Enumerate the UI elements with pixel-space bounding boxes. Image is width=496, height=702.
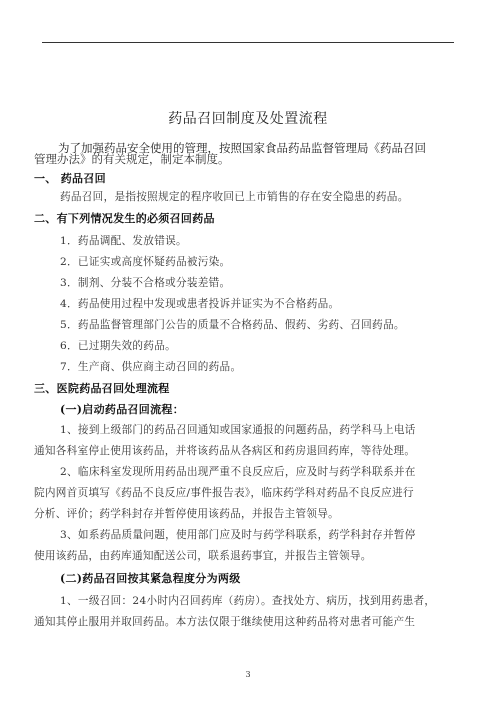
list-item: 6．已过期失效的药品。 <box>60 340 176 352</box>
subsection-heading: (二)药品召回按其紧急程度分为两级 <box>60 572 241 585</box>
paragraph-line: 通知各科室停止使用该药品，并将该药品从各病区和药房退回药库，等待处理。 <box>34 445 416 457</box>
document-title: 药品召回制度及处置流程 <box>168 111 328 127</box>
paragraph-line: 使用该药品，由药库通知配送公司，联系退药事宜，并报告主管领导。 <box>34 550 372 562</box>
paragraph-line: 3、如系药品质量问题，使用部门应及时与药学科联系，药学科封存并暂停 <box>60 529 416 541</box>
intro-line-1: 为了加强药品安全使用的管理，按照国家食品药品监督管理局《药品召回 <box>58 141 426 155</box>
paragraph-line: 2、临床科室发现所用药品出现严重不良反应后，应及时与药学科联系并在 <box>60 466 416 478</box>
paragraph-line: 1、一级召回：24小时内召回药库（药房）。查找处方、病历，找到用药患者， <box>60 595 436 607</box>
list-item: 4．药品使用过程中发现或患者投诉并证实为不合格药品。 <box>60 298 340 310</box>
paragraph-line: 1、接到上级部门的药品召回通知或国家通报的问题药品，药学科马上电话 <box>60 424 416 436</box>
list-item: 7．生产商、供应商主动召回的药品。 <box>60 361 242 373</box>
list-item: 3．制剂、分装不合格或分装差错。 <box>60 277 231 289</box>
list-item: 1．药品调配、发放错误。 <box>60 235 187 247</box>
paragraph-line: 院内网首页填写《药品不良反应/事件报告表》，临床药学科对药品不良反应进行 <box>34 487 414 499</box>
section-1-text: 药品召回，是指按照规定的程序收回已上市销售的存在安全隐患的药品。 <box>60 191 409 203</box>
intro-line-2: 管理办法》的有关规定，制定本制度。 <box>34 152 230 166</box>
section-1-heading: 一、 药品召回 <box>34 172 106 185</box>
paragraph-line: 分析、评价；药学科封存并暂停使用该药品，并报告主管领导。 <box>34 508 340 520</box>
list-item: 2．已证实或高度怀疑药品被污染。 <box>60 256 231 268</box>
header-rule <box>42 42 454 43</box>
list-item: 5．药品监督管理部门公告的质量不合格药品、假药、劣药、召回药品。 <box>60 319 405 331</box>
page-number: 3 <box>245 670 251 679</box>
section-3-heading: 三、医院药品召回处理流程 <box>34 382 170 395</box>
section-2-heading: 二、有下列情况发生的必须召回药品 <box>34 212 215 225</box>
paragraph-line: 通知其停止服用并取回药品。本方法仅限于继续使用这种药品将对患者可能产生 <box>34 616 416 628</box>
subsection-heading: (一)启动药品召回流程： <box>60 403 185 416</box>
